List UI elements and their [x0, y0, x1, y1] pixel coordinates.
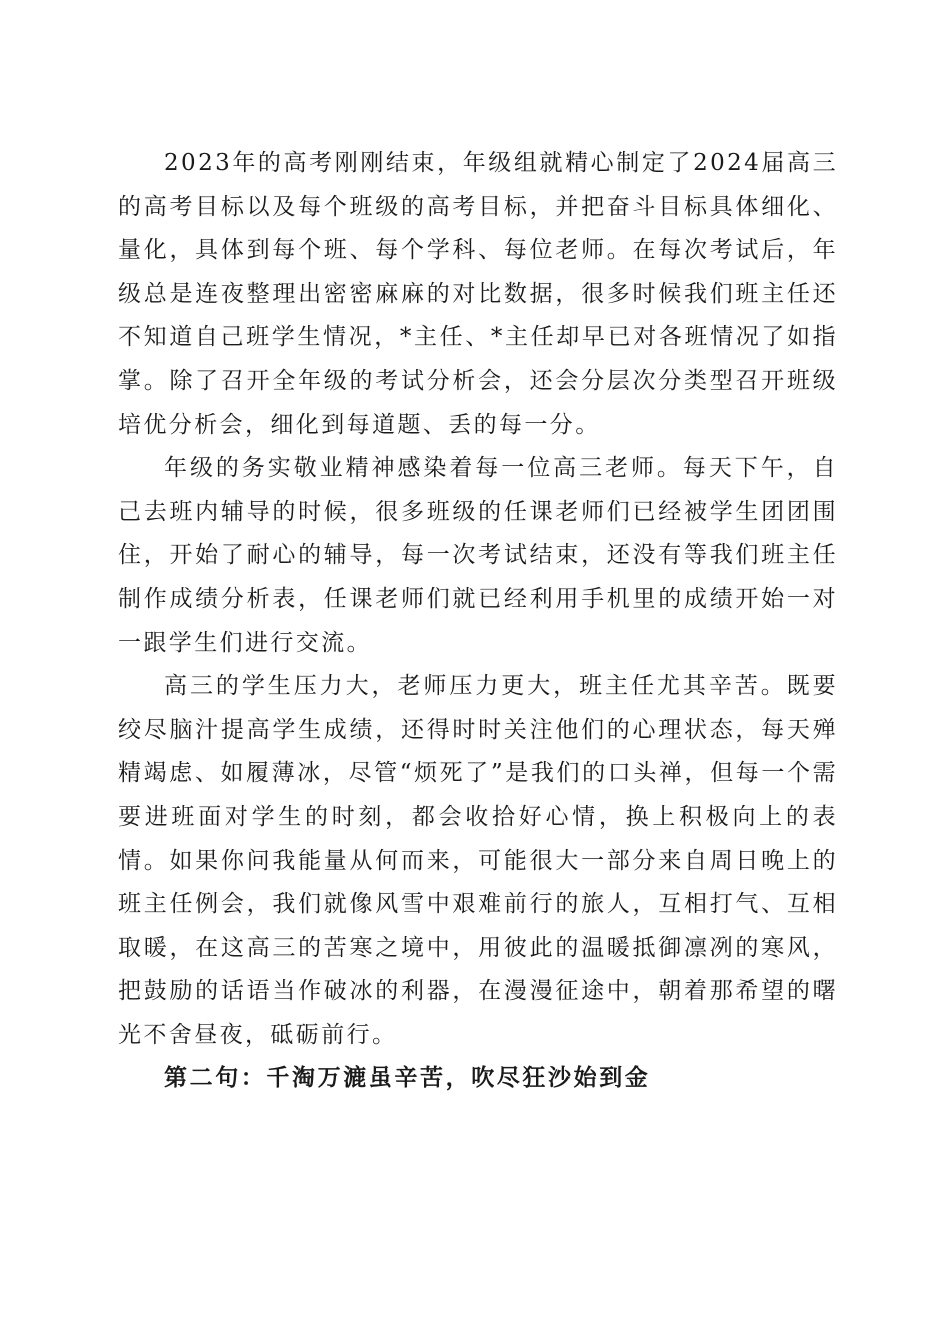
- paragraph-2: 年级的务实敬业精神感染着每一位高三老师。每天下午，自己去班内辅导的时候，很多班级的任课老师们已经被学生团团围住，开始了耐心的辅导，每一次考试结束，还没有等我们班主任制作成绩分析表，任课老师们就已经利用手机里的成绩开始一对一跟学生们进行交流。: [118, 455, 838, 656]
- document-body: [118, 142, 838, 1101]
- paragraph-3: 高三的学生压力大，老师压力更大，班主任尤其辛苦。既要绞尽脑汁提高学生成绩，还得时时关注他们的心理状态，每天殚精竭虑、如履薄冰，尽管“烦死了”是我们的口头禅，但每一个需要进班面对学生的时刻，都会收拾好心情，换上积极向上的表情。如果你问我能量从何而来，可能很大一部分来自周日晚上的班主任例会，我们就像风雪中艰难前行的旅人，互相打气、互相取暖，在这高三的苦寒之境中，用彼此的温暖抵御凛冽的寒风，把鼓励的话语当作破冰的利器，在漫漫征途中，朝着那希望的曙光不舍昼夜，砥砺前行。: [118, 673, 838, 1048]
- paragraph-1: 2023年的高考刚刚结束，年级组就精心制定了2024届高三的高考目标以及每个班级的高考目标，并把奋斗目标具体细化、量化，具体到每个班、每个学科、每位老师。在每次考试后，年级总是连夜整理出密密麻麻的对比数据，很多时候我们班主任还不知道自己班学生情况，*主任、*主任却早已对各班情况了如指掌。除了召开全年级的考试分析会，还会分层次分类型召开班级培优分析会，细化到每道题、丢的每一分。: [118, 150, 838, 438]
- section-heading: 第二句：千淘万漉虽辛苦，吹尽狂沙始到金: [164, 1065, 651, 1092]
